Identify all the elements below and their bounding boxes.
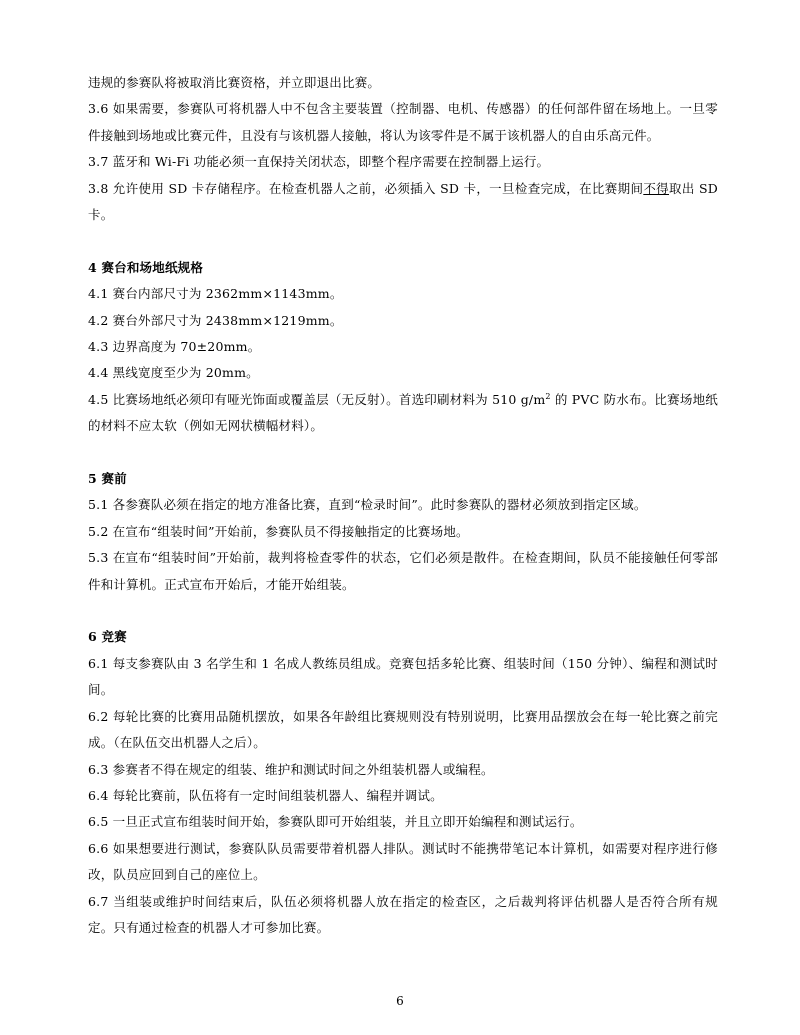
paragraph-3-6: 3.6 如果需要，参赛队可将机器人中不包含主要装置（控制器、电机、传感器）的任何部件留在场地上。一旦零件接触到场地或比赛元件，且没有与该机器人接触，将认为该零件是不属于该机器人的自由乐高元件。 [88, 101, 718, 143]
paragraph-6-4: 6.4 每轮比赛前，队伍将有一定时间组装机器人、编程并调试。 [88, 787, 443, 803]
paragraph-4-4: 4.4 黑线宽度至少为 20mm。 [88, 365, 259, 381]
paragraph-5-1: 5.1 各参赛队必须在指定的地方准备比赛，直到“检录时间”。此时参赛队的器材必须放到指定区域。 [88, 497, 647, 513]
paragraph-4-2: 4.2 赛台外部尺寸为 2438mm×1219mm。 [88, 312, 343, 328]
section-gap [88, 440, 718, 466]
paragraph-6-6: 6.6 如果想要进行测试，参赛队队员需要带着机器人排队。测试时不能携带笔记本计算机，如需要对程序进行修改，队员应回到自己的座位上。 [88, 840, 718, 883]
paragraph-4-3: 4.3 边界高度为 70±20mm。 [88, 339, 261, 355]
paragraph-3-8 [88, 176, 718, 229]
section-5-heading: 5 赛前 [88, 471, 127, 487]
paragraph-6-7: 6.7 当组装或维护时间结束后，队伍必须将机器人放在指定的检查区，之后裁判将评估机器人是否符合所有规定。只有通过检查的机器人才可参加比赛。 [88, 893, 718, 935]
paragraph-6-1: 6.1 每支参赛队由 3 名学生和 1 名成人教练员组成。竞赛包括多轮比赛、组装时间（150 分钟）、编程和测试时间。 [88, 655, 718, 698]
paragraph-6-3: 6.3 参赛者不得在规定的组装、维护和测试时间之外组装机器人或编程。 [88, 761, 494, 777]
section-6-heading: 6 竞赛 [88, 629, 127, 645]
paragraph-5-3: 5.3 在宣布“组装时间”开始前，裁判将检查零件的状态，它们必须是散件。在检查期间，队员不能接触任何零部件和计算机。正式宣布开始后，才能开始组装。 [88, 550, 718, 592]
section-gap [88, 228, 718, 254]
section-4-heading: 4 赛台和场地纸规格 [88, 259, 204, 275]
paragraph-6-5: 6.5 一旦正式宣布组装时间开始，参赛队即可开始组装，并且立即开始编程和测试运行。 [88, 814, 583, 830]
paragraph-6-2: 6.2 每轮比赛的比赛用品随机摆放，如果各年龄组比赛规则没有特别说明，比赛用品摆放会在每一轮比赛之前完成。（在队伍交出机器人之后）。 [88, 708, 718, 751]
section-gap [88, 598, 718, 624]
paragraph-3-8-text-a: 3.8 允许使用 SD 卡存储程序。在检查机器人之前，必须插入 SD 卡，一旦检查完成，在比赛期间 [88, 180, 644, 196]
paragraph-4-5-text-a: 4.5 比赛场地纸必须印有哑光饰面或覆盖层（无反射）。首选印刷材料为 510 g/m [88, 391, 546, 407]
paragraph-3-5-tail: 违规的参赛队将被取消比赛资格，并立即退出比赛。 [88, 75, 381, 90]
paragraph-4-1: 4.1 赛台内部尺寸为 2362mm×1143mm。 [88, 286, 343, 302]
paragraph-5-2: 5.2 在宣布“组装时间”开始前，参赛队员不得接触指定的比赛场地。 [88, 523, 469, 539]
paragraph-3-8-text-b: 取出 SD 卡。 [88, 180, 719, 223]
page-number: 6 [396, 994, 404, 1008]
document-page [88, 70, 718, 941]
paragraph-3-7: 3.7 蓝牙和 Wi-Fi 功能必须一直保持关闭状态，即整个程序需要在控制器上运行。 [88, 154, 550, 170]
superscript-2: 2 [545, 391, 551, 401]
paragraph-4-5-text-b: 的 PVC 防水布。比赛场地纸的材料不应太软（例如无网状横幅材料）。 [88, 391, 718, 434]
paragraph-4-5 [88, 387, 718, 440]
paragraph-3-8-underlined: 不得 [643, 180, 670, 196]
